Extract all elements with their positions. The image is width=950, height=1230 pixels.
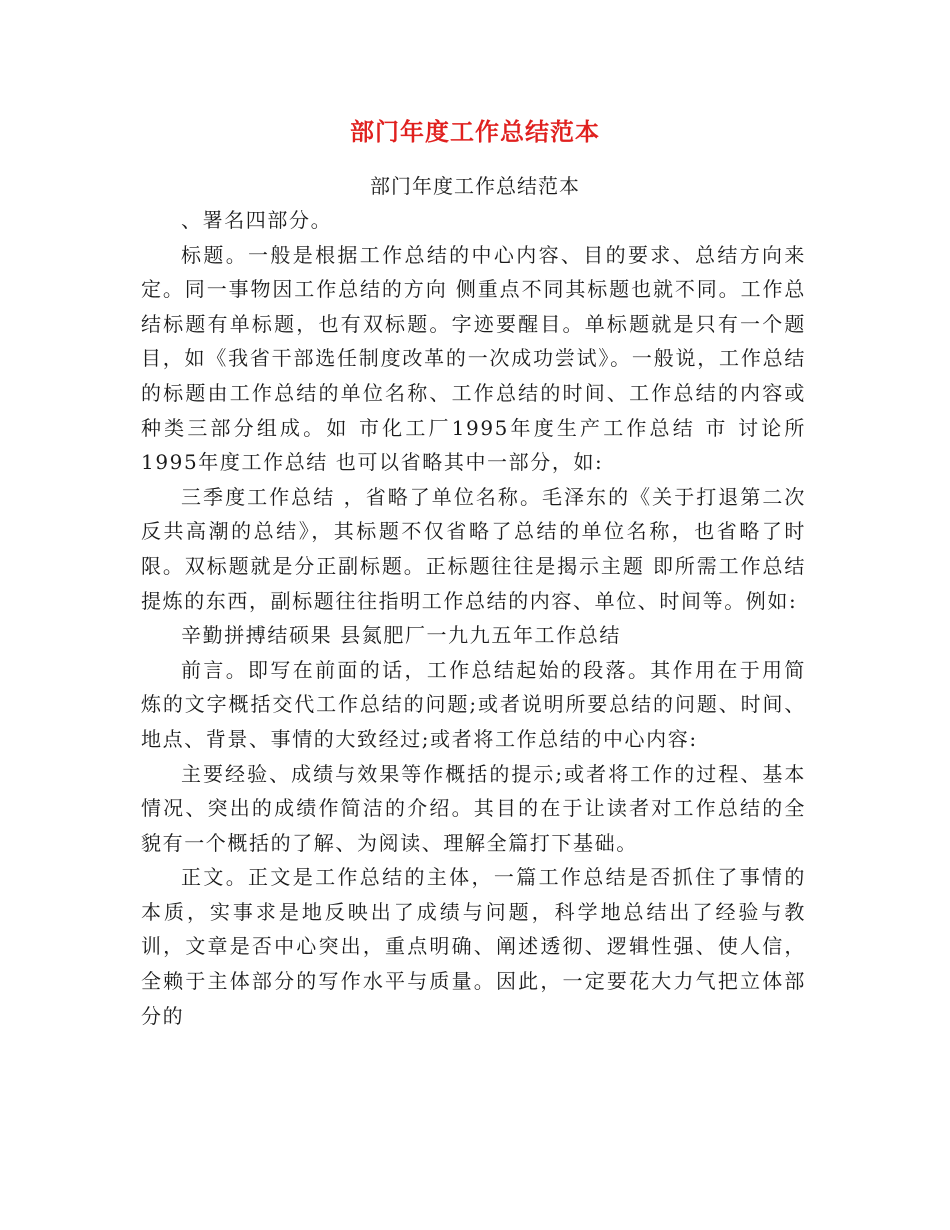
document-title: 部门年度工作总结范本 bbox=[350, 117, 600, 146]
paragraph: 、署名四部分。 bbox=[181, 208, 333, 232]
document-body bbox=[141, 203, 806, 1033]
paragraph: 正文。正文是工作总结的主体，一篇工作总结是否抓住了事情的本质，实事求是地反映出了成绩与问题，科学地总结出了经验与教训，文章是否中心突出，重点明确、阐述透彻、逻辑性强、使人信，全赖于主体部分的写作水平与质量。因此，一定要花大力气把立体部分的 bbox=[141, 865, 806, 1028]
paragraph: 标题。一般是根据工作总结的中心内容、目的要求、总结方向来定。同一事物因工作总结的方向 侧重点不同其标题也就不同。工作总结标题有单标题，也有双标题。字迹要醒目。单标题就是只有一个题目，如《我省干部选任制度改革的一次成功尝试》。一般说，工作总结的标题由工作总结的单位名称、工作总结的时间、工作总结的内容或种类三部分组成。如 市化工厂1995年度生产工作总结 市 讨论所1995年度工作总结 也可以省略其中一部分，如: bbox=[141, 242, 806, 475]
paragraph: 三季度工作总结 ，省略了单位名称。毛泽东的《关于打退第二次反共高潮的总结》，其标题不仅省略了总结的单位名称，也省略了时限。双标题就是分正副标题。正标题往往是揭示主题 即所需工作总结提炼的东西，副标题往往指明工作总结的内容、单位、时间等。例如: bbox=[141, 484, 806, 613]
paragraph: 主要经验、成绩与效果等作概括的提示;或者将工作的过程、基本情况、突出的成绩作简洁的介绍。其目的在于让读者对工作总结的全貌有一个概括的了解、为阅读、理解全篇打下基础。 bbox=[141, 761, 806, 855]
paragraph: 前言。即写在前面的话，工作总结起始的段落。其作用在于用简炼的文字概括交代工作总结的问题;或者说明所要总结的问题、时间、地点、背景、事情的大致经过;或者将工作总结的中心内容: bbox=[141, 657, 806, 751]
paragraph: 辛勤拼搏结硕果 县氮肥厂一九九五年工作总结 bbox=[181, 623, 621, 648]
document-subtitle: 部门年度工作总结范本 bbox=[370, 174, 580, 198]
